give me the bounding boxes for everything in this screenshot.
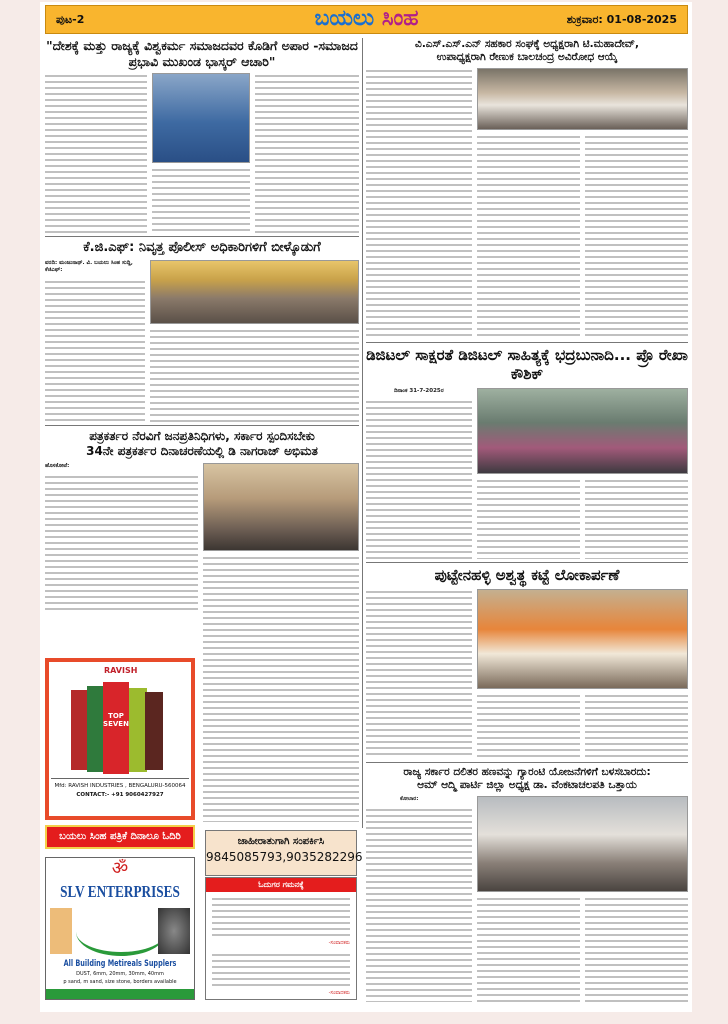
article [45,38,359,234]
article [45,240,359,423]
headline-line: ಆಮ್ ಆದ್ಮಿ ಪಾರ್ಟಿ ಜಿಲ್ಲಾ ಅಧ್ಯಕ್ಷ ಡಾ. ವೆಂಕಟಾಚಲಪತಿ ಒತ್ತಾಯ [417,779,637,792]
article-photo [477,796,688,892]
headline-line: ಪತ್ರಕರ್ತರ ನೆರವಿಗೆ ಜನಪ್ರತಿನಿಧಿಗಳು, ಸರ್ಕಾರ ಸ್ಪಂದಿಸಬೇಕು [89,429,315,443]
headline-line: ವಿ.ಎಸ್.ಎಸ್.ಎನ್ ಸಹಕಾರ ಸಂಘಕ್ಕೆ ಅಧ್ಯಕ್ಷರಾಗಿ ಟಿ.ಮಹಾದೇವ್, [415,38,639,50]
slv-enterprises-ad[interactable] [45,857,195,1000]
headline [366,766,688,796]
text-column [45,73,147,234]
ravish-ad[interactable] [45,658,195,820]
article-body [585,693,688,759]
issue-date: ಶುಕ್ರವಾರ: 01-08-2025 [566,13,677,26]
address-strip [46,989,194,999]
article-body [477,896,580,1002]
om-symbol: ॐ [111,858,129,879]
article-photo [150,260,359,324]
divider [45,425,359,426]
text-column [477,589,688,759]
dateline: ಹೊಸಕೋಟೆ: [45,463,70,469]
headline-line: ಉಪಾಧ್ಯಕ್ಷರಾಗಿ ರೇಣುಕ ಬಾಲಚಂದ್ರ ಅವಿರೋಧ ಆಯ್ಕೆ [436,51,618,64]
article-body [477,134,580,338]
products-line: DUST, 6mm, 20mm, 30mm, 40mm [76,971,164,977]
dateline: ದಿನಾಂಕ 31-7-2025ರ [394,387,444,394]
contact-title: ಜಾಹೀರಾತುಗಾಗಿ ಸಂಪರ್ಕಿಸಿ [237,836,325,847]
column-divider [362,38,363,828]
notice-title: ಓದುಗರ ಗಮನಕ್ಕೆ [206,878,356,892]
article-content [45,260,359,423]
title-part: ಸಿಂಹ [381,6,419,31]
headline: ಡಿಜಿಟಲ್ ಸಾಕ್ಷರತೆ ಡಿಜಿಟಲ್ ಸಾಹಿತ್ಯಕ್ಕೆ ಭದ್ರಬುನಾದಿ... ಪ್ರೊ ರೇಖಾ ಕೌಶಿಕ್ [366,346,688,383]
article-photo [477,589,688,689]
ravish-phone: CONTACT:- +91 9060427927 [76,791,164,798]
headline [45,429,359,463]
product-pack: TOP SEVEN [103,682,129,774]
aggregate-image [158,908,190,954]
headline: "ದೇಶಕ್ಕೆ ಮತ್ತು ರಾಜ್ಯಕ್ಕೆ ವಿಶ್ವಕರ್ಮ ಸಮಾಜದವರ ಕೊಡಿಗೆ ಅಪಾರ -ಸಮಾಜದ ಪ್ರಭಾವಿ ಮುಖಂಡ ಭಾಸ್ಕರ್ ಆಚಾರಿ" [46,38,358,69]
article-body [585,478,688,560]
article-body [477,478,580,560]
notice-sign: -ಸಂಪಾದಕರು [328,990,350,996]
headline: ಕೆ.ಜಿ.ಎಫ್: ನಿವೃತ್ತ ಪೊಲೀಸ್ ಅಧಿಕಾರಿಗಳಿಗೆ ಬೀಳ್ಕೊಡುಗೆ [83,240,321,255]
article-body [152,167,250,234]
article-body [366,68,472,338]
article-content [366,68,688,338]
excavator-image [50,908,72,954]
headline-line: ರಾಜ್ಯ ಸರ್ಕಾರ ದಲಿತರ ಹಣವನ್ನು ಗ್ಯಾರಂಟಿ ಯೋಜನೆಗಳಿಗೆ ಬಳಸಬಾರದು: [403,766,651,778]
notice-text [212,952,350,988]
divider [366,762,688,763]
text-column [366,589,472,759]
tagline: All Building Metireals Supplers [63,959,177,969]
article [366,38,688,338]
dateline: ವರದಿ: ಮಂಜುನಾಥ್. ವಿ. ಬಯಲು ಸಿಂಹ ಸುದ್ದಿ, ಕೆಜಿಎಫ್: [45,260,133,274]
ravish-contact [51,778,189,800]
article [366,766,688,1002]
text-column [477,796,688,1002]
text-column [477,388,688,560]
article-body [150,328,359,423]
article-content [366,589,688,759]
ravish-logo: RAVISH [104,666,138,675]
text-column [366,68,472,338]
article-body [45,474,198,614]
company-name: SLV ENTERPRISES [60,882,180,901]
article-body [45,73,147,234]
article-photo [477,68,688,130]
text-column [45,260,145,423]
article-body [203,555,359,822]
daily-read-banner: ಬಯಲು ಸಿಂಹ ಪತ್ರಿಕೆ ದಿನಾಲೂ ಓದಿರಿ [45,825,195,849]
headline [366,38,688,68]
text-column [366,388,472,560]
article [366,566,688,759]
divider [366,562,688,563]
text-column [150,260,359,423]
contact-phones[interactable]: 9845085793,9035282296 [206,850,363,864]
readers-notice [205,877,357,1000]
article-content [45,73,359,234]
green-arc [76,908,166,956]
text-columns [477,134,688,338]
text-column [255,73,359,234]
text-columns [477,478,688,560]
divider [366,342,688,343]
headline-line: 34ನೇ ಪತ್ರಕರ್ತರ ದಿನಾಚರಣೆಯಲ್ಲಿ ಡಿ ನಾಗರಾಜ್ ಅಭಿಮತ [86,444,318,458]
article-body [45,279,145,423]
divider [45,236,359,237]
text-column [152,73,250,234]
text-column [45,463,198,614]
dateline: ಕೋಲಾರ: [400,796,419,803]
article-body [366,807,472,1002]
notice-sign: -ಸಂಪಾದಕರು [328,940,350,946]
article-content [366,796,688,1002]
text-column [477,68,688,338]
title-part: ಬಯಲು [314,6,375,31]
product-pack [145,692,163,770]
masthead [45,5,688,34]
text-columns [477,896,688,1002]
notice-text [212,896,350,936]
article-photo [203,463,359,551]
text-column [203,463,359,822]
article-body [477,693,580,759]
article [366,346,688,559]
products-line: p sand, m sand, size stone, borders available [63,979,177,985]
ad-contact-box [205,830,363,876]
ravish-address: Mfd: RAVISH INDUSTRIES , BENGALURU-560064 [54,783,186,789]
article-photo [477,388,688,474]
article-body [366,589,472,759]
article-body [585,134,688,338]
article-content [366,388,688,560]
article-body [366,399,472,559]
headline: ಪುಟ್ಟೇನಹಳ್ಳಿ ಅಶ್ವತ್ಥ ಕಟ್ಟೆ ಲೋಕಾರ್ಪಣೆ [434,566,620,584]
article-body [585,896,688,1002]
text-column [366,796,472,1002]
article-body [255,73,359,234]
page-number: ಪುಟ-2 [56,13,85,26]
text-columns [477,693,688,759]
article-photo [152,73,250,163]
